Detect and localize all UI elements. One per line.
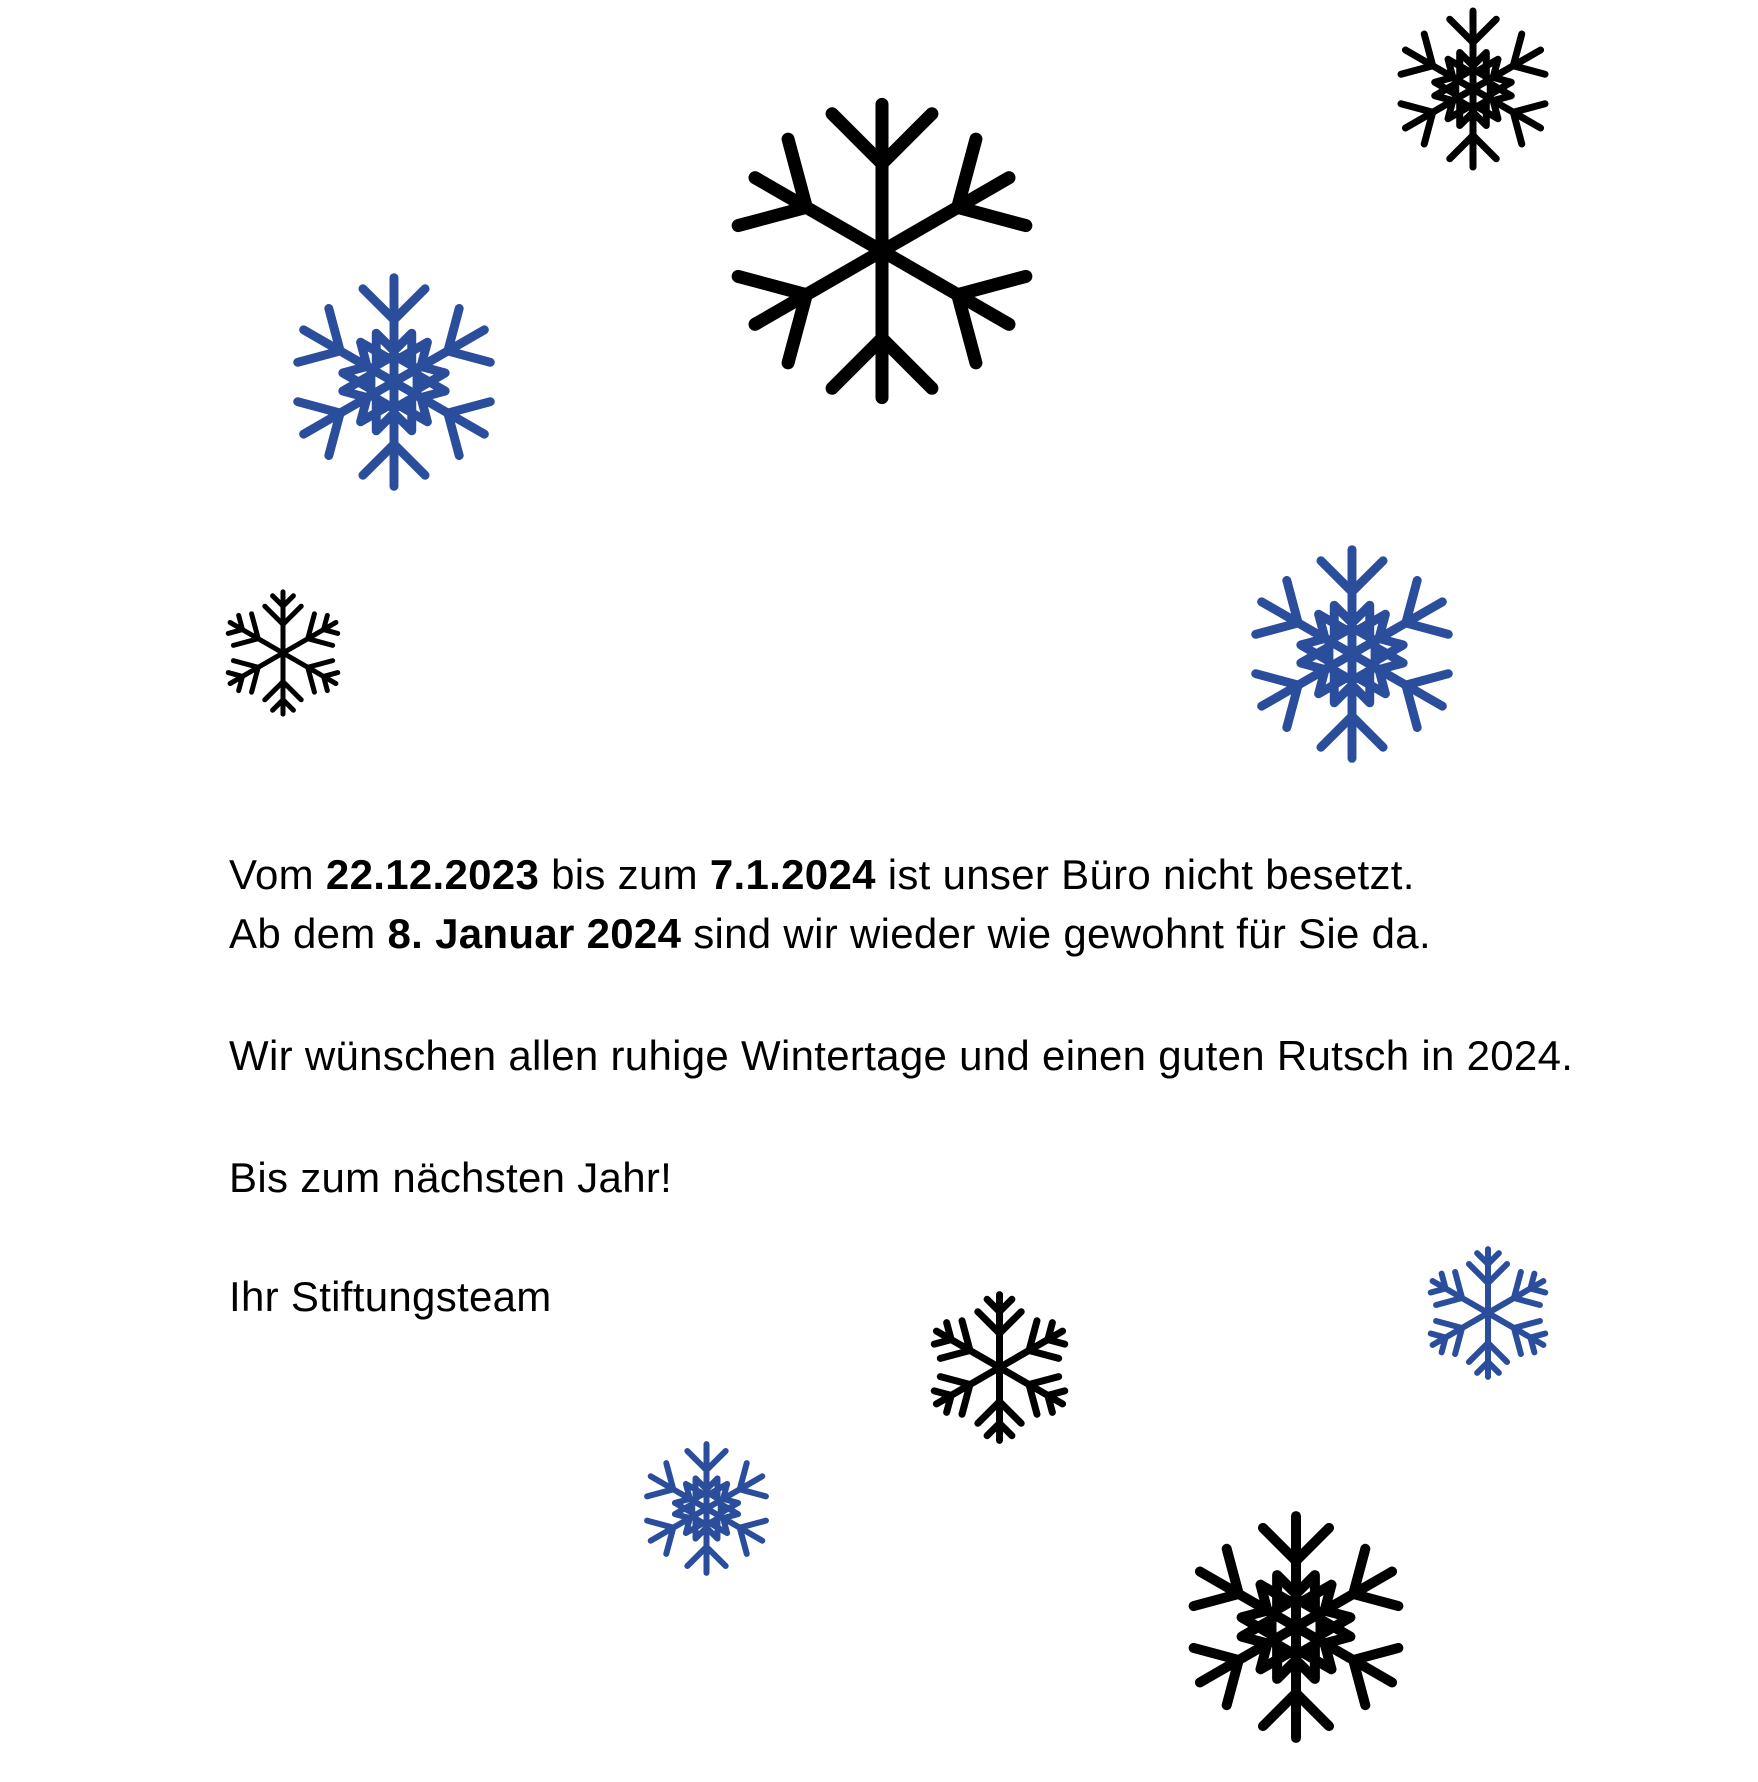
closure-start-date: 22.12.2023 (325, 851, 540, 898)
spacer (229, 1085, 1589, 1148)
snowflake-icon (1390, 6, 1556, 172)
text-segment: Vom (229, 851, 326, 898)
spacer (229, 963, 1589, 1026)
snowflake-icon (1178, 1509, 1414, 1745)
snowflake-icon (1240, 543, 1464, 765)
text-segment: Ab dem (229, 910, 388, 957)
closure-end-date: 7.1.2024 (709, 851, 876, 898)
farewell-text: Bis zum nächsten Jahr! (229, 1154, 673, 1201)
closure-notice (229, 845, 1589, 904)
text-segment: sind wir wieder wie gewohnt für Sie da. (681, 910, 1431, 957)
spacer (229, 1207, 1589, 1267)
snowflake-icon (282, 271, 506, 493)
wishes-text: Wir wünschen allen ruhige Wintertage und einen guten Rutsch in 2024. (229, 1032, 1574, 1079)
snowflake-icon (218, 588, 348, 718)
snowflake-icon (638, 1440, 775, 1577)
text-segment: ist unser Büro nicht besetzt. (875, 851, 1415, 898)
reopening-notice (229, 904, 1589, 963)
text-segment: bis zum (539, 851, 710, 898)
snowflake-icon (726, 95, 1038, 407)
holiday-message (229, 845, 1589, 1326)
reopening-date: 8. Januar 2024 (387, 910, 682, 957)
signature: Ihr Stiftungsteam (229, 1273, 552, 1320)
